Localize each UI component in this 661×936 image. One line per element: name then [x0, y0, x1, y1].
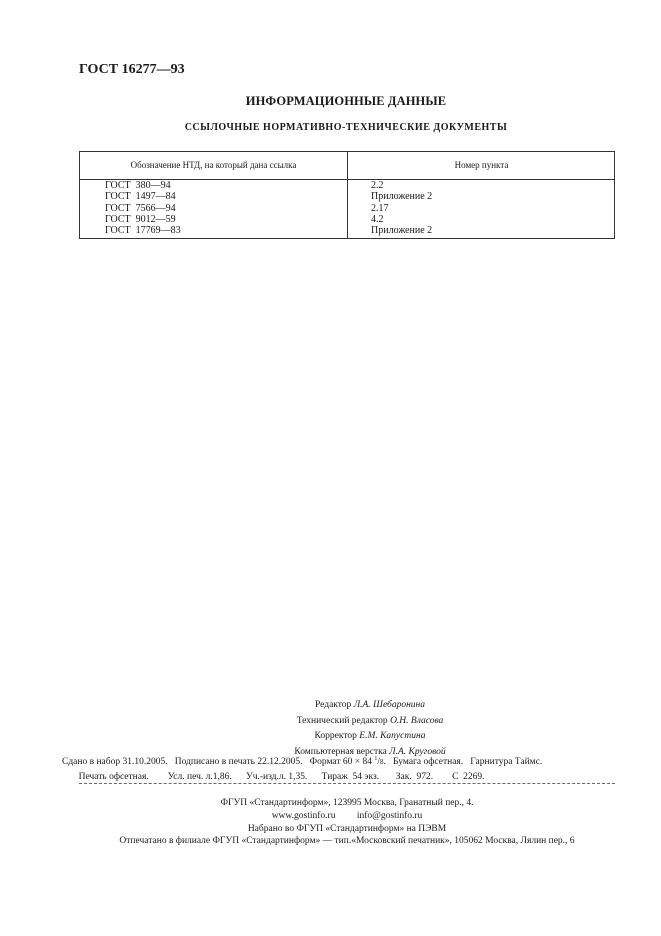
format-fraction-denominator: 8	[380, 758, 384, 766]
table-column-documents	[105, 180, 181, 236]
table-cell-item: 2.17	[371, 202, 389, 214]
format-fraction-separator: /	[377, 757, 381, 767]
section-title: ИНФОРМАЦИОННЫЕ ДАННЫЕ	[245, 94, 447, 108]
credit-editor	[180, 698, 560, 714]
separator-rule	[79, 783, 615, 784]
credit-name: Л.А. Шебаронина	[353, 700, 426, 710]
table-cell-item: 2.2	[371, 180, 384, 191]
print-info-line1-end: . Бумага офсетная. Гарнитура Таймс.	[383, 757, 543, 767]
table-cell-document: ГОСТ 1497—84	[105, 191, 176, 203]
credit-corrector	[180, 729, 560, 745]
publisher-address: ФГУП «Стандартинформ», 123995 Москва, Гранатный пер., 4.	[220, 798, 474, 808]
table-cell-item: Приложение 2	[371, 225, 433, 237]
credit-name: О.Н. Власова	[390, 715, 444, 726]
references-table	[79, 151, 615, 239]
credit-label: Технический редактор	[296, 715, 388, 726]
document-code: ГОСТ 16277—93	[79, 62, 185, 77]
table-cell-document: ГОСТ 380—94	[105, 180, 171, 191]
credits-block	[180, 698, 560, 760]
credit-tech-editor	[180, 714, 560, 730]
print-info-line2: Печать офсетная. Усл. печ. л.1,86. Уч.-изд.л. 1,35. Тираж 54 экз. Зак. 972. С 2269.	[62, 771, 485, 782]
table-header-item-number: Номер пункта	[454, 160, 509, 170]
table-cell-document: ГОСТ 7566—94	[105, 202, 176, 214]
print-info-line1: Сдано в набор 31.10.2005. Подписано в печать 22.12.2005. Формат 60 × 84	[62, 757, 375, 767]
table-cell-item: 4.2	[371, 213, 384, 225]
table-cell-item: Приложение 2	[371, 191, 433, 203]
credit-label: Компьютерная верстка	[294, 746, 387, 757]
table-cell-document: ГОСТ 17769—83	[105, 225, 181, 237]
credit-name: Л.А. Круговой	[389, 746, 446, 757]
format-fraction-numerator: 1	[374, 756, 378, 762]
publisher-block	[60, 797, 634, 848]
publisher-printed: Отпечатано в филиале ФГУП «Стандартинформ» — тип.«Московский печатник», 105062 Москва, Лялин пер., 6	[119, 836, 575, 847]
section-subtitle: ССЫЛОЧНЫЕ НОРМАТИВНО-ТЕХНИЧЕСКИЕ ДОКУМЕНТЫ	[184, 122, 508, 133]
table-cell-document: ГОСТ 9012—59	[105, 213, 176, 225]
table-column-items	[371, 180, 432, 236]
publisher-web: www.gostinfo.ru info@gostinfo.ru	[271, 810, 423, 821]
credit-name: Е.М. Капустина	[359, 731, 426, 741]
credit-label: Редактор	[314, 700, 352, 710]
publisher-typeset: Набрано во ФГУП «Стандартинформ» на ПЭВМ	[247, 823, 447, 834]
print-info	[62, 752, 542, 784]
table-header-document: Обозначение НТД, на который дана ссылка	[130, 160, 297, 170]
credit-label: Корректор	[314, 731, 357, 741]
